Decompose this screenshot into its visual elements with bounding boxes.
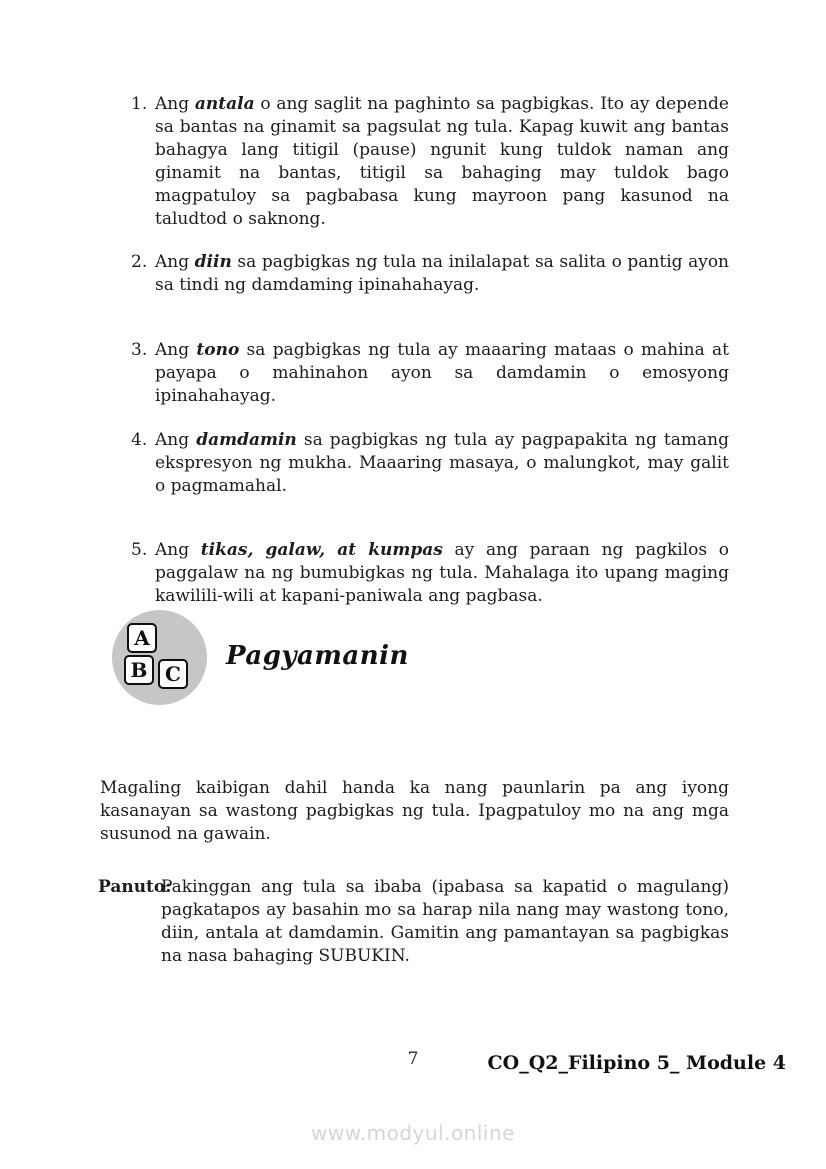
watermark-text: www.modyul.online bbox=[311, 1121, 515, 1145]
list-item-rest: o ang saglit na paghinto sa pagbigkas. Ito ay depende sa bantas na ginamit sa pagsulat ng tula. Kapag kuwit ang bantas bahagya lang titigil (pause) ngunit kung tuldok naman ang ginamit na bantas, titigil sa bahaging may tuldok bago magpatuloy sa pagbabasa kung mayroon pang kasunod na taludtod o saknong. bbox=[155, 94, 729, 229]
list-item-rest: ay ang paraan ng pagkilos o paggalaw na ng bumubigkas ng tula. Mahalaga ito upang maging kawilili-wili at kapani-paniwala ang pagbasa. bbox=[155, 540, 730, 606]
abc-block-letter-b: B bbox=[124, 655, 154, 685]
list-item-number: 4. bbox=[131, 430, 148, 450]
abc-block-letter-a: A bbox=[127, 623, 157, 653]
list-item-rest: sa pagbigkas ng tula ay pagpapakita ng tamang ekspresyon ng mukha. Maaaring masaya, o malungkot, may galit o pagmamahal. bbox=[155, 430, 729, 496]
list-item-term: damdamin bbox=[196, 430, 297, 450]
list-item-number: 3. bbox=[131, 340, 148, 360]
list-item-lead: Ang bbox=[155, 340, 197, 360]
list-item-text bbox=[155, 540, 729, 606]
list-item bbox=[131, 339, 729, 408]
panuto-label: Panuto: bbox=[98, 877, 172, 897]
list-item-number: 5. bbox=[131, 540, 148, 560]
list-item-rest: sa pagbigkas ng tula na inilalapat sa salita o pantig ayon sa tindi ng damdaming ipinahahayag. bbox=[155, 252, 730, 295]
recitation-elements-list bbox=[131, 93, 729, 608]
abc-blocks-icon bbox=[112, 610, 207, 705]
list-item bbox=[131, 93, 729, 231]
list-item-number: 1. bbox=[131, 94, 148, 114]
list-item-lead: Ang bbox=[155, 252, 195, 272]
list-item-term: tikas, galaw, at kumpas bbox=[200, 540, 443, 560]
list-item bbox=[131, 429, 729, 498]
intro-paragraph: Magaling kaibigan dahil handa ka nang paunlarin pa ang iyong kasanayan sa wastong pagbigkas ng tula. Ipagpatuloy mo na ang mga susunod na gawain. bbox=[100, 778, 729, 844]
list-item-term: antala bbox=[194, 94, 255, 114]
list-item-text bbox=[155, 430, 729, 496]
panuto-text: Pakinggan ang tula sa ibaba (ipabasa sa kapatid o magulang) pagkatapos ay basahin mo sa harap nila nang may wastong tono, diin, antala at damdamin. Gamitin ang pamantayan sa pagbigkas na nasa bahaging SUBUKIN. bbox=[161, 877, 729, 966]
list-item bbox=[131, 251, 729, 297]
list-item-text bbox=[155, 252, 729, 295]
panuto-block bbox=[98, 876, 729, 968]
list-item-lead: Ang bbox=[155, 94, 195, 114]
list-item-lead: Ang bbox=[155, 540, 201, 560]
list-item-lead: Ang bbox=[155, 430, 197, 450]
list-item-text bbox=[155, 94, 729, 229]
abc-block-letter-c: C bbox=[158, 659, 188, 689]
module-footer-label: CO_Q2_Filipino 5_ Module 4 bbox=[487, 1052, 786, 1074]
section-title: Pagyamanin bbox=[226, 641, 409, 671]
list-item-number: 2. bbox=[131, 252, 148, 272]
list-item-term: tono bbox=[196, 340, 240, 360]
list-item-rest: sa pagbigkas ng tula ay maaaring mataas o mahina at payapa o mahinahon ayon sa damdamin o emosyong ipinahahayag. bbox=[155, 340, 729, 406]
list-item bbox=[131, 539, 729, 608]
list-item-text bbox=[155, 340, 729, 406]
list-item-term: diin bbox=[194, 252, 232, 272]
page-number: 7 bbox=[407, 1049, 419, 1069]
